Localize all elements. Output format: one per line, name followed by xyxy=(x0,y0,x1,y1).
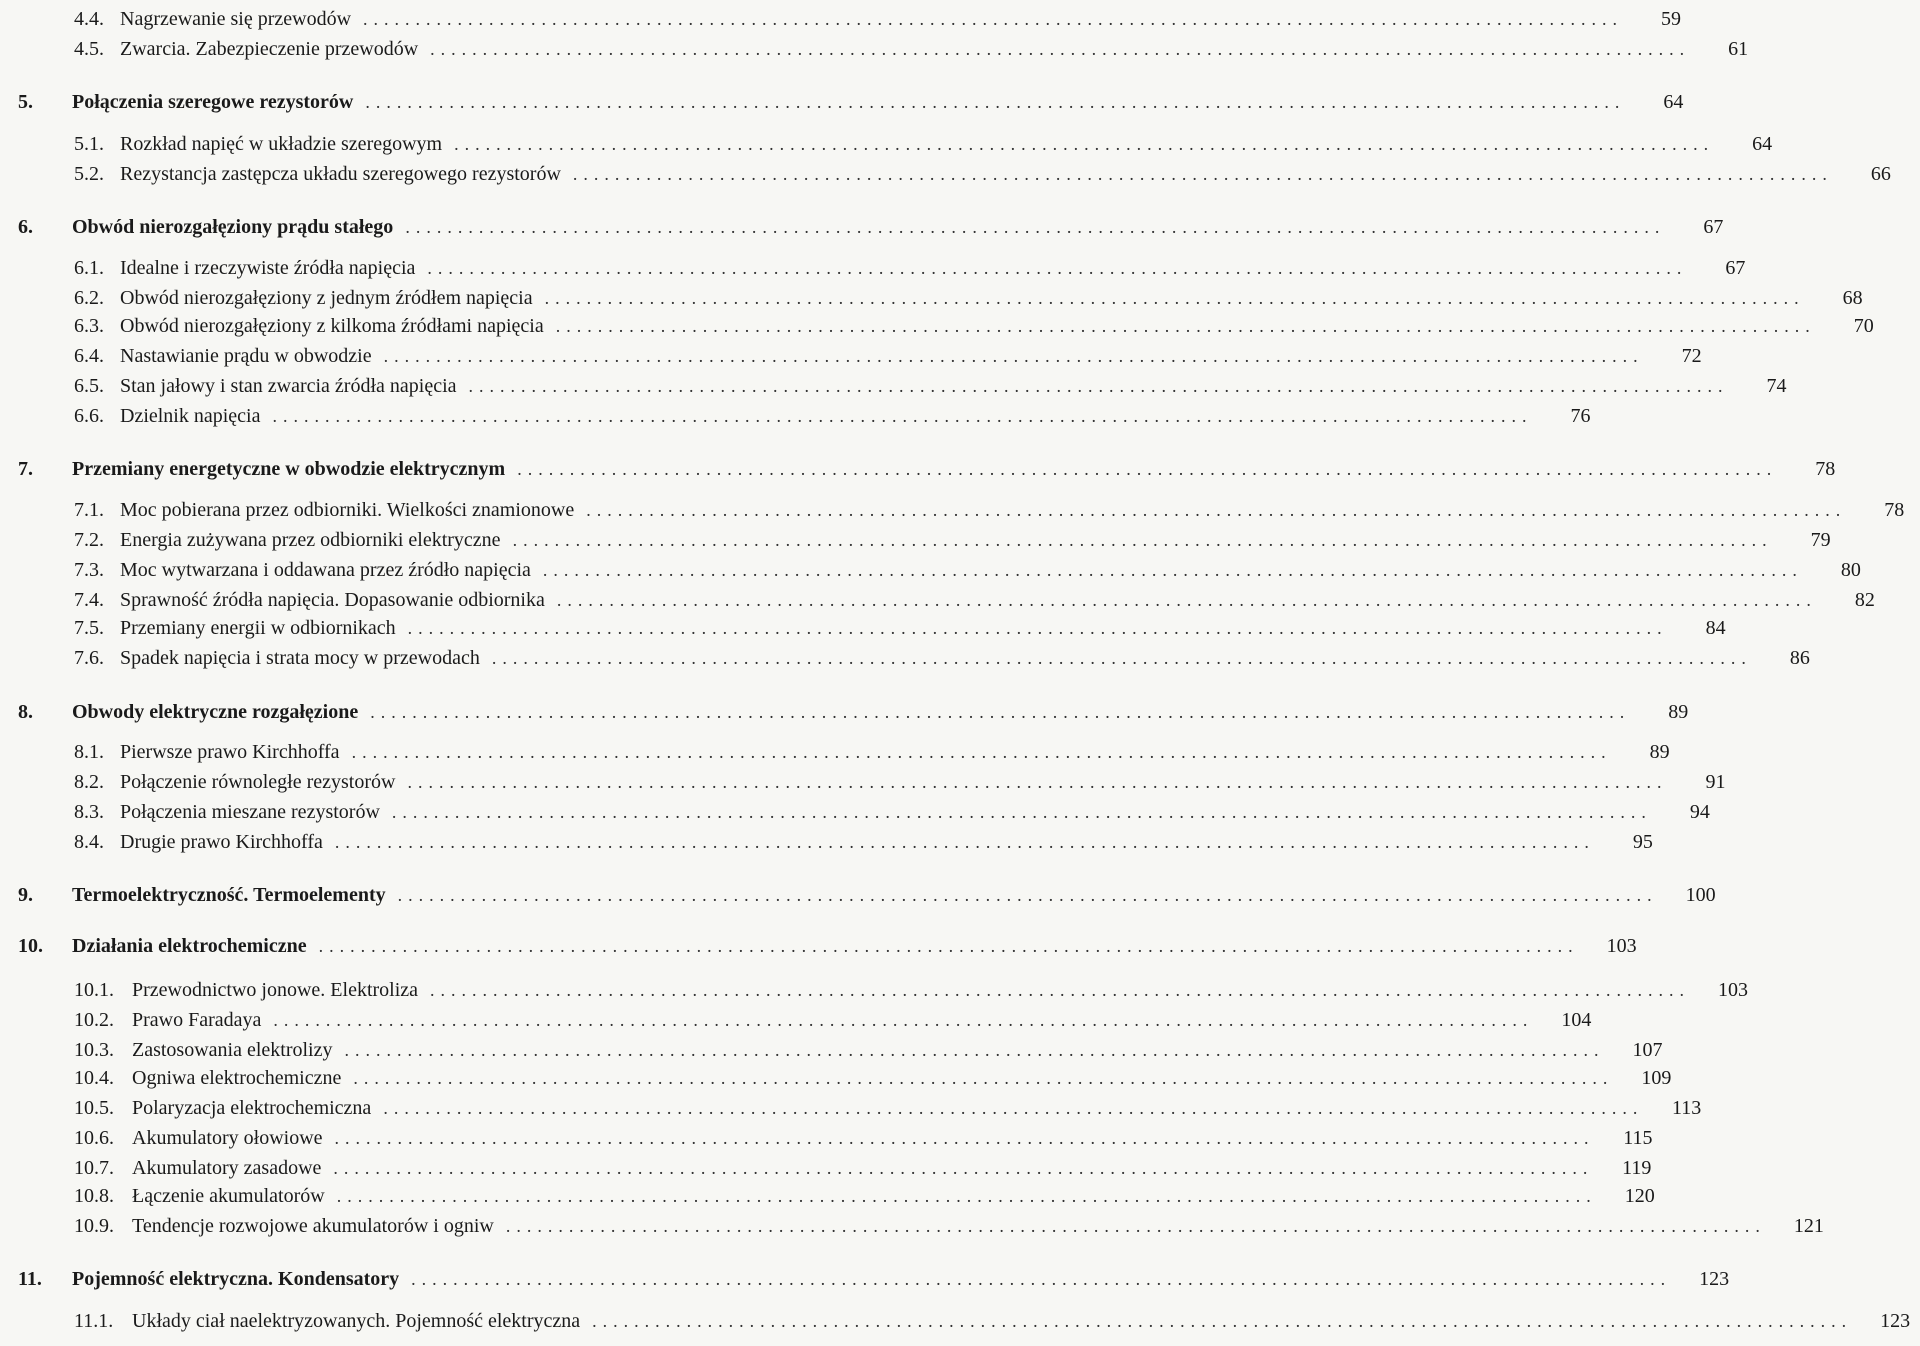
toc-entry-title: Przemiany energii w odbiornikach xyxy=(120,617,396,639)
toc-page-number: 89 xyxy=(1668,701,1689,723)
toc-entry-title: Pierwsze prawo Kirchhoffa xyxy=(120,741,340,763)
toc-dot-leader: ........................................................................................................................ xyxy=(272,406,1533,426)
toc-entry-number: 5.2. xyxy=(74,163,104,185)
toc-dot-leader: ........................................................................................................................ xyxy=(365,92,1626,112)
toc-entry-title: Akumulatory ołowiowe xyxy=(132,1127,323,1149)
toc-dot-leader: ........................................................................................................................ xyxy=(353,1068,1614,1088)
toc-entry-title: Moc wytwarzana i oddawana przez źródło napięcia xyxy=(120,559,531,581)
toc-entry-number: 4.4. xyxy=(74,8,104,30)
toc-entry-title: Rozkład napięć w układzie szeregowym xyxy=(120,133,443,155)
toc-entry-title: Sprawność źródła napięcia. Dopasowanie odbiornika xyxy=(120,589,545,611)
toc-entry-title: Rezystancja zastępcza układu szeregowego rezystorów xyxy=(120,163,561,185)
toc-page-number: 115 xyxy=(1623,1127,1653,1149)
toc-page-number: 64 xyxy=(1663,91,1684,113)
toc-entry-number: 10.3. xyxy=(74,1039,114,1061)
toc-page-number: 100 xyxy=(1685,884,1716,906)
toc-entry-number: 8.2. xyxy=(74,771,104,793)
toc-entry-title: Przemiany energetyczne w obwodzie elektrycznym xyxy=(72,458,506,480)
toc-entry-title: Dzielnik napięcia xyxy=(120,405,261,427)
toc-entry-number: 7.3. xyxy=(74,559,104,581)
toc-section-row xyxy=(0,280,1863,310)
toc-dot-leader: ........................................................................................................................ xyxy=(468,376,1729,396)
toc-entry-title: Obwody elektryczne rozgałęzione xyxy=(72,701,359,723)
toc-page-number: 113 xyxy=(1672,1097,1702,1119)
toc-entry-number: 7.6. xyxy=(74,647,104,669)
toc-dot-leader: ........................................................................................................................ xyxy=(517,459,1778,479)
toc-entry-number: 5.1. xyxy=(74,133,104,155)
toc-entry-title: Termoelektryczność. Termoelementy xyxy=(72,884,386,906)
toc-entry-title: Stan jałowy i stan zwarcia źródła napięcia xyxy=(120,375,457,397)
toc-entry-number: 10.5. xyxy=(74,1097,114,1119)
toc-section-row xyxy=(0,1150,1652,1180)
toc-section-row xyxy=(0,368,1787,398)
toc-section-row xyxy=(0,1303,1911,1333)
toc-page-number: 68 xyxy=(1842,287,1863,309)
toc-entry-title: Zwarcia. Zabezpieczenie przewodów xyxy=(120,38,419,60)
toc-section-row xyxy=(0,1060,1672,1090)
toc-page-number: 121 xyxy=(1793,1215,1824,1237)
toc-dot-leader: ........................................................................................................................ xyxy=(512,530,1773,550)
toc-entry-title: Polaryzacja elektrochemiczna xyxy=(132,1097,372,1119)
toc-entry-number: 10.1. xyxy=(74,979,114,1001)
toc-page-number: 120 xyxy=(1624,1185,1655,1207)
toc-entry-title: Łączenie akumulatorów xyxy=(132,1185,325,1207)
toc-chapter-row xyxy=(0,1261,1730,1291)
toc-entry-number: 6.4. xyxy=(74,345,104,367)
toc-entry-title: Obwód nierozgałęziony prądu stałego xyxy=(72,216,394,238)
toc-dot-leader: ........................................................................................................................ xyxy=(454,134,1715,154)
toc-entry-title: Moc pobierana przez odbiorniki. Wielkości znamionowe xyxy=(120,499,575,521)
toc-section-row xyxy=(0,794,1710,824)
toc-page-number: 123 xyxy=(1880,1310,1911,1332)
toc-dot-leader: ........................................................................................................................ xyxy=(407,618,1668,638)
toc-dot-leader: ........................................................................................................................ xyxy=(333,1158,1594,1178)
toc-page-number: 78 xyxy=(1815,458,1836,480)
toc-section-row xyxy=(0,338,1702,368)
toc-dot-leader: ........................................................................................................................ xyxy=(363,9,1624,29)
toc-entry-title: Układy ciał naelektryzowanych. Pojemność elektryczna xyxy=(132,1310,581,1332)
toc-dot-leader: ........................................................................................................................ xyxy=(430,980,1691,1000)
toc-dot-leader: ........................................................................................................................ xyxy=(334,832,1595,852)
toc-section-row xyxy=(0,250,1746,280)
toc-page-number: 67 xyxy=(1725,257,1746,279)
toc-entry-number: 10.8. xyxy=(74,1185,114,1207)
toc-entry-number: 6. xyxy=(18,216,33,238)
toc-entry-number: 11.1. xyxy=(74,1310,114,1332)
toc-page-number: 89 xyxy=(1649,741,1670,763)
toc-section-row xyxy=(0,31,1749,61)
toc-page-number: 70 xyxy=(1853,315,1874,337)
toc-page-number: 109 xyxy=(1641,1067,1672,1089)
toc-page-number: 104 xyxy=(1561,1009,1592,1031)
toc-page-number: 72 xyxy=(1681,345,1702,367)
toc-section-row xyxy=(0,1032,1663,1062)
toc-section-row xyxy=(0,1120,1653,1150)
toc-page-number: 78 xyxy=(1884,499,1905,521)
toc-section-row xyxy=(0,1,1682,31)
toc-entry-title: Pojemność elektryczna. Kondensatory xyxy=(72,1268,400,1290)
toc-page-number: 107 xyxy=(1632,1039,1663,1061)
toc-dot-leader: ........................................................................................................................ xyxy=(273,1010,1534,1030)
toc-entry-title: Idealne i rzeczywiste źródła napięcia xyxy=(120,257,416,279)
toc-entry-number: 10.6. xyxy=(74,1127,114,1149)
toc-entry-title: Energia zużywana przez odbiorniki elektryczne xyxy=(120,529,501,551)
toc-chapter-row xyxy=(0,694,1689,724)
toc-section-row xyxy=(0,398,1591,428)
toc-section-row xyxy=(0,610,1726,640)
toc-entry-title: Połączenia szeregowe rezystorów xyxy=(72,91,354,113)
toc-page-number: 123 xyxy=(1699,1268,1730,1290)
toc-entry-number: 8. xyxy=(18,701,33,723)
toc-page-number: 80 xyxy=(1840,559,1861,581)
toc-section-row xyxy=(0,522,1831,552)
toc-chapter-row xyxy=(0,877,1716,907)
toc-section-row xyxy=(0,308,1874,338)
toc-page-number: 82 xyxy=(1854,589,1875,611)
toc-dot-leader: ........................................................................................................................ xyxy=(505,1216,1766,1236)
toc-page-number: 59 xyxy=(1661,8,1682,30)
toc-entry-title: Obwód nierozgałęziony z jednym źródłem napięcia xyxy=(120,287,533,309)
toc-section-row xyxy=(0,126,1773,156)
toc-section-row xyxy=(0,734,1670,764)
toc-dot-leader: ........................................................................................................................ xyxy=(383,1098,1644,1118)
toc-entry-title: Tendencje rozwojowe akumulatorów i ogniw xyxy=(132,1215,494,1237)
toc-section-row xyxy=(0,582,1875,612)
toc-page-number: 94 xyxy=(1689,801,1710,823)
toc-entry-number: 6.5. xyxy=(74,375,104,397)
toc-dot-leader: ........................................................................................................................ xyxy=(334,1128,1595,1148)
toc-entry-number: 8.3. xyxy=(74,801,104,823)
toc-dot-leader: ........................................................................................................................ xyxy=(397,885,1658,905)
toc-entry-number: 10.9. xyxy=(74,1215,114,1237)
toc-entry-number: 4.5. xyxy=(74,38,104,60)
toc-dot-leader: ........................................................................................................................ xyxy=(427,258,1688,278)
toc-entry-title: Akumulatory zasadowe xyxy=(132,1157,322,1179)
toc-entry-title: Nastawianie prądu w obwodzie xyxy=(120,345,372,367)
toc-page-number: 84 xyxy=(1705,617,1726,639)
toc-page-number: 91 xyxy=(1705,771,1726,793)
toc-entry-number: 8.4. xyxy=(74,831,104,853)
toc-entry-number: 6.1. xyxy=(74,257,104,279)
toc-entry-title: Zastosowania elektrolizy xyxy=(132,1039,333,1061)
toc-entry-number: 7.1. xyxy=(74,499,104,521)
toc-page-number: 61 xyxy=(1728,38,1749,60)
toc-entry-title: Połączenia mieszane rezystorów xyxy=(120,801,380,823)
toc-page-number: 66 xyxy=(1870,163,1891,185)
toc-page-number: 119 xyxy=(1622,1157,1652,1179)
toc-chapter-row xyxy=(0,928,1637,958)
toc-section-row xyxy=(0,1002,1592,1032)
toc-chapter-row xyxy=(0,84,1684,114)
toc-entry-number: 10. xyxy=(18,935,43,957)
toc-section-row xyxy=(0,1208,1824,1238)
toc-chapter-row xyxy=(0,209,1724,239)
toc-entry-title: Połączenie równoległe rezystorów xyxy=(120,771,396,793)
toc-entry-title: Prawo Faradaya xyxy=(132,1009,262,1031)
toc-dot-leader: ........................................................................................................................ xyxy=(318,936,1579,956)
toc-section-row xyxy=(0,156,1891,186)
toc-page-number: 74 xyxy=(1766,375,1787,397)
toc-entry-number: 6.2. xyxy=(74,287,104,309)
toc-page-number: 76 xyxy=(1570,405,1591,427)
toc-entry-number: 10.4. xyxy=(74,1067,114,1089)
toc-entry-number: 8.1. xyxy=(74,741,104,763)
toc-dot-leader: ........................................................................................................................ xyxy=(336,1186,1597,1206)
toc-entry-number: 9. xyxy=(18,884,33,906)
toc-entry-number: 7.5. xyxy=(74,617,104,639)
toc-entry-title: Ogniwa elektrochemiczne xyxy=(132,1067,342,1089)
toc-page-number: 79 xyxy=(1810,529,1831,551)
toc-section-row xyxy=(0,1178,1655,1208)
toc-dot-leader: ........................................................................................................................ xyxy=(592,1311,1853,1331)
toc-dot-leader: ........................................................................................................................ xyxy=(542,560,1803,580)
toc-dot-leader: ........................................................................................................................ xyxy=(370,702,1631,722)
toc-entry-number: 10.2. xyxy=(74,1009,114,1031)
toc-section-row xyxy=(0,552,1861,582)
toc-dot-leader: ........................................................................................................................ xyxy=(544,288,1805,308)
toc-page-number: 95 xyxy=(1632,831,1653,853)
toc-entry-title: Obwód nierozgałęziony z kilkoma źródłami napięcia xyxy=(120,315,544,337)
toc-entry-title: Drugie prawo Kirchhoffa xyxy=(120,831,323,853)
toc-entry-number: 7. xyxy=(18,458,33,480)
toc-page-number: 64 xyxy=(1752,133,1773,155)
toc-entry-title: Spadek napięcia i strata mocy w przewodach xyxy=(120,647,480,669)
toc-page-number: 67 xyxy=(1703,216,1724,238)
toc-section-row xyxy=(0,824,1653,854)
toc-page-number: 86 xyxy=(1789,647,1810,669)
toc-dot-leader: ........................................................................................................................ xyxy=(344,1040,1605,1060)
toc-entry-number: 7.2. xyxy=(74,529,104,551)
toc-dot-leader: ........................................................................................................................ xyxy=(411,1269,1672,1289)
toc-entry-title: Działania elektrochemiczne xyxy=(72,935,307,957)
toc-entry-title: Przewodnictwo jonowe. Elektroliza xyxy=(132,979,419,1001)
toc-entry-number: 10.7. xyxy=(74,1157,114,1179)
toc-entry-number: 6.3. xyxy=(74,315,104,337)
toc-chapter-row xyxy=(0,451,1836,481)
toc-entry-number: 6.6. xyxy=(74,405,104,427)
toc-dot-leader: ........................................................................................................................ xyxy=(407,772,1668,792)
toc-dot-leader: ........................................................................................................................ xyxy=(430,39,1691,59)
toc-section-row xyxy=(0,972,1749,1002)
toc-dot-leader: ........................................................................................................................ xyxy=(383,346,1644,366)
toc-page-number: 103 xyxy=(1606,935,1637,957)
toc-dot-leader: ........................................................................................................................ xyxy=(572,164,1833,184)
toc-dot-leader: ........................................................................................................................ xyxy=(556,590,1817,610)
toc-entry-number: 5. xyxy=(18,91,33,113)
toc-dot-leader: ........................................................................................................................ xyxy=(351,742,1612,762)
toc-section-row xyxy=(0,640,1810,670)
toc-dot-leader: ........................................................................................................................ xyxy=(391,802,1652,822)
toc-dot-leader: ........................................................................................................................ xyxy=(491,648,1752,668)
toc-section-row xyxy=(0,764,1726,794)
toc-dot-leader: ........................................................................................................................ xyxy=(586,500,1847,520)
toc-entry-number: 7.4. xyxy=(74,589,104,611)
toc-dot-leader: ........................................................................................................................ xyxy=(555,316,1816,336)
toc-section-row xyxy=(0,492,1905,522)
toc-entry-title: Nagrzewanie się przewodów xyxy=(120,8,352,30)
toc-entry-number: 11. xyxy=(18,1268,42,1290)
toc-section-row xyxy=(0,1090,1702,1120)
toc-dot-leader: ........................................................................................................................ xyxy=(405,217,1666,237)
toc-page-number: 103 xyxy=(1718,979,1749,1001)
